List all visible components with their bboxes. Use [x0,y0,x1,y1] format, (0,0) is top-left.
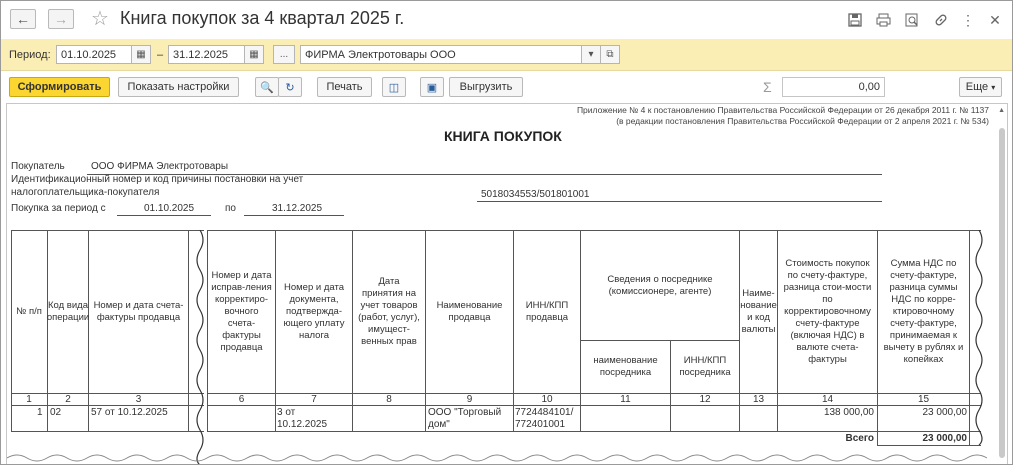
header-col-6: Номер и дата исправ-ления корректиро-вочного счета-фактуры продавца [211,270,272,353]
row-operation-code: 02 [50,407,62,418]
document-heading: КНИГА ПОКУПОК [444,128,562,144]
floppy-icon: ▣ [426,81,438,94]
col-number: 1 [26,394,32,405]
sigma-icon: Σ [763,79,772,95]
period-from-value: 01.10.2025 [144,203,195,214]
refresh-icon: ↻ [285,81,295,94]
buyer-value: ООО ФИРМА Электротовары [91,161,229,172]
link-icon[interactable] [932,11,950,29]
period-dash: – [157,49,164,61]
col-number: 15 [917,394,930,405]
spreadsheet-document [6,103,1008,465]
header-col-13: Наиме-нование и код валюты [740,288,777,335]
more-vertical-icon[interactable]: ⋮ [961,11,975,28]
header-col-8: Дата принятия на учет товаров (работ, услуг), имущест-венных прав [358,276,420,347]
col-number: 9 [466,394,473,405]
col-number: 8 [386,394,392,405]
arrow-right-icon: → [54,11,68,27]
window-title: Книга покупок за 4 квартал 2025 г. [120,8,405,28]
total-bottom-line [877,445,981,446]
header-col-2: Код вида операции [46,300,90,323]
title-bar [1,1,1012,39]
period-label: Период: [9,49,51,61]
row-bottom-line-b [207,431,981,432]
search-button[interactable] [255,77,279,97]
period-text-label: Покупка за период с [11,203,106,214]
row-seller-inn-2: 772401001 [515,419,566,430]
organization-open-button[interactable] [600,45,620,64]
scroll-up-icon[interactable]: ▲ [998,107,1005,114]
row-vat: 23 000,00 [922,407,967,418]
inn-underline [477,201,882,202]
search-replace-button[interactable] [278,77,302,97]
total-vat: 23 000,00 [922,433,967,444]
organization-field[interactable]: ФИРМА Электротовары ООО [300,45,582,64]
bottom-break-wave [7,452,1007,465]
more-menu-button[interactable] [959,77,1002,97]
inn-label-2: налогоплательщика-покупателя [11,187,160,198]
header-col-7: Номер и дата документа, подтвержда-ющего уплату налога [283,282,345,341]
col-number: 14 [821,394,834,405]
inn-label-1: Идентификационный номер и код причины постановки на учет [11,174,304,185]
col-number: 2 [65,394,71,405]
period-select-button[interactable]: ... [273,45,295,64]
close-icon[interactable]: ✕ [989,11,1001,28]
header-col-1: № п/п [16,306,42,317]
preview-icon[interactable] [903,11,921,29]
col-number: 6 [238,394,245,405]
calendar-to-button[interactable] [244,45,264,64]
col-number: 12 [699,394,711,405]
header-col-14: Стоимость покупок по счету-фактуре, разница стои-мости по корректировочному счету-фактуре (включая НДС) в валюте счета-фактуры [783,258,872,365]
period-to-label: по [225,203,236,214]
print-preview-button[interactable] [382,77,406,97]
parameter-bar [1,39,1012,71]
sum-field: 0,00 [782,77,885,97]
print-button[interactable]: Печать [317,77,372,97]
more-label: Еще [965,81,989,93]
search-icon: 🔍 [260,81,274,94]
row-bottom-line-a [11,431,204,432]
col-number: 7 [311,394,317,405]
header-col-9: Наименование продавца [436,300,503,323]
calendar-icon: ▦ [249,49,259,60]
row-payment-doc-number: 3 от [277,407,296,418]
header-intermediary-group: Сведения о посреднике (комиссионере, агенте) [607,273,713,297]
header-col-15: Сумма НДС по счету-фактуре, разница суммы НДС по корре-ктировочному счету-фактуре, принимаемая к вычету в рублях и копейках [883,258,964,365]
calendar-icon: ▦ [136,49,146,60]
header-col-11: наименование посредника [593,355,658,378]
forward-button[interactable] [48,9,74,29]
back-button[interactable] [10,9,36,29]
period-to-underline [244,215,344,216]
report-toolbar [1,71,1012,103]
header-col-12: ИНН/КПП посредника [679,355,731,378]
export-button[interactable]: Выгрузить [449,77,523,97]
chevron-down-icon: ▾ [991,82,996,92]
preview-icon: ◫ [388,81,400,94]
header-col-3: Номер и дата счета-фактуры продавца [93,300,184,323]
row-number: 1 [37,407,43,418]
row-seller-name-1: ООО "Торговый [428,407,502,418]
save-disk-icon[interactable] [846,11,864,29]
row-seller-name-2: дом" [428,419,450,430]
show-settings-button[interactable]: Показать настройки [118,77,239,97]
row-seller-inn-1: 7724484101/ [515,407,574,418]
col-number: 3 [135,394,142,405]
column-break-wave [193,230,207,465]
right-break-wave [972,230,986,445]
period-to-value: 31.12.2025 [272,203,323,214]
buyer-label: Покупатель [11,161,65,172]
numbers-line-b [207,405,981,406]
date-from-input[interactable]: 01.10.2025 [56,45,132,64]
chevron-down-icon: ▾ [588,49,594,60]
date-to-input[interactable]: 31.12.2025 [168,45,245,64]
col-number: 13 [752,394,765,405]
total-label: Всего [845,433,874,444]
col-number: 10 [541,394,553,405]
period-from-underline [117,215,211,216]
arrow-left-icon: ← [16,11,30,27]
calendar-from-button[interactable] [131,45,151,64]
header-col-10: ИНН/КПП продавца [525,300,569,323]
organization-dropdown[interactable] [581,45,601,64]
save-button[interactable] [420,77,444,97]
appendix-line-1: Приложение № 4 к постановлению Правительства Российской Федерации от 26 декабря 2011 г. № 1137 [576,105,989,115]
col-line-15 [969,230,970,445]
col-number: 11 [620,394,631,405]
favorite-star-icon[interactable]: ☆ [91,8,109,30]
open-icon: ⧉ [606,49,614,60]
row-payment-doc-date: 10.12.2025 [277,419,328,430]
col-line-3 [188,230,189,431]
scroll-thumb[interactable] [999,128,1005,458]
appendix-line-2: (в редакции постановления Правительства Российской Федерации от 2 апреля 2021 г. № 534) [616,116,989,126]
inn-value: 5018034553/501801001 [481,189,590,200]
generate-button[interactable]: Сформировать [9,77,110,97]
printer-icon[interactable] [874,11,892,29]
numbers-line-a [11,405,204,406]
vertical-scrollbar[interactable] [997,104,1007,465]
row-invoice: 57 от 10.12.2025 [91,407,168,418]
row-cost: 138 000,00 [823,407,874,418]
